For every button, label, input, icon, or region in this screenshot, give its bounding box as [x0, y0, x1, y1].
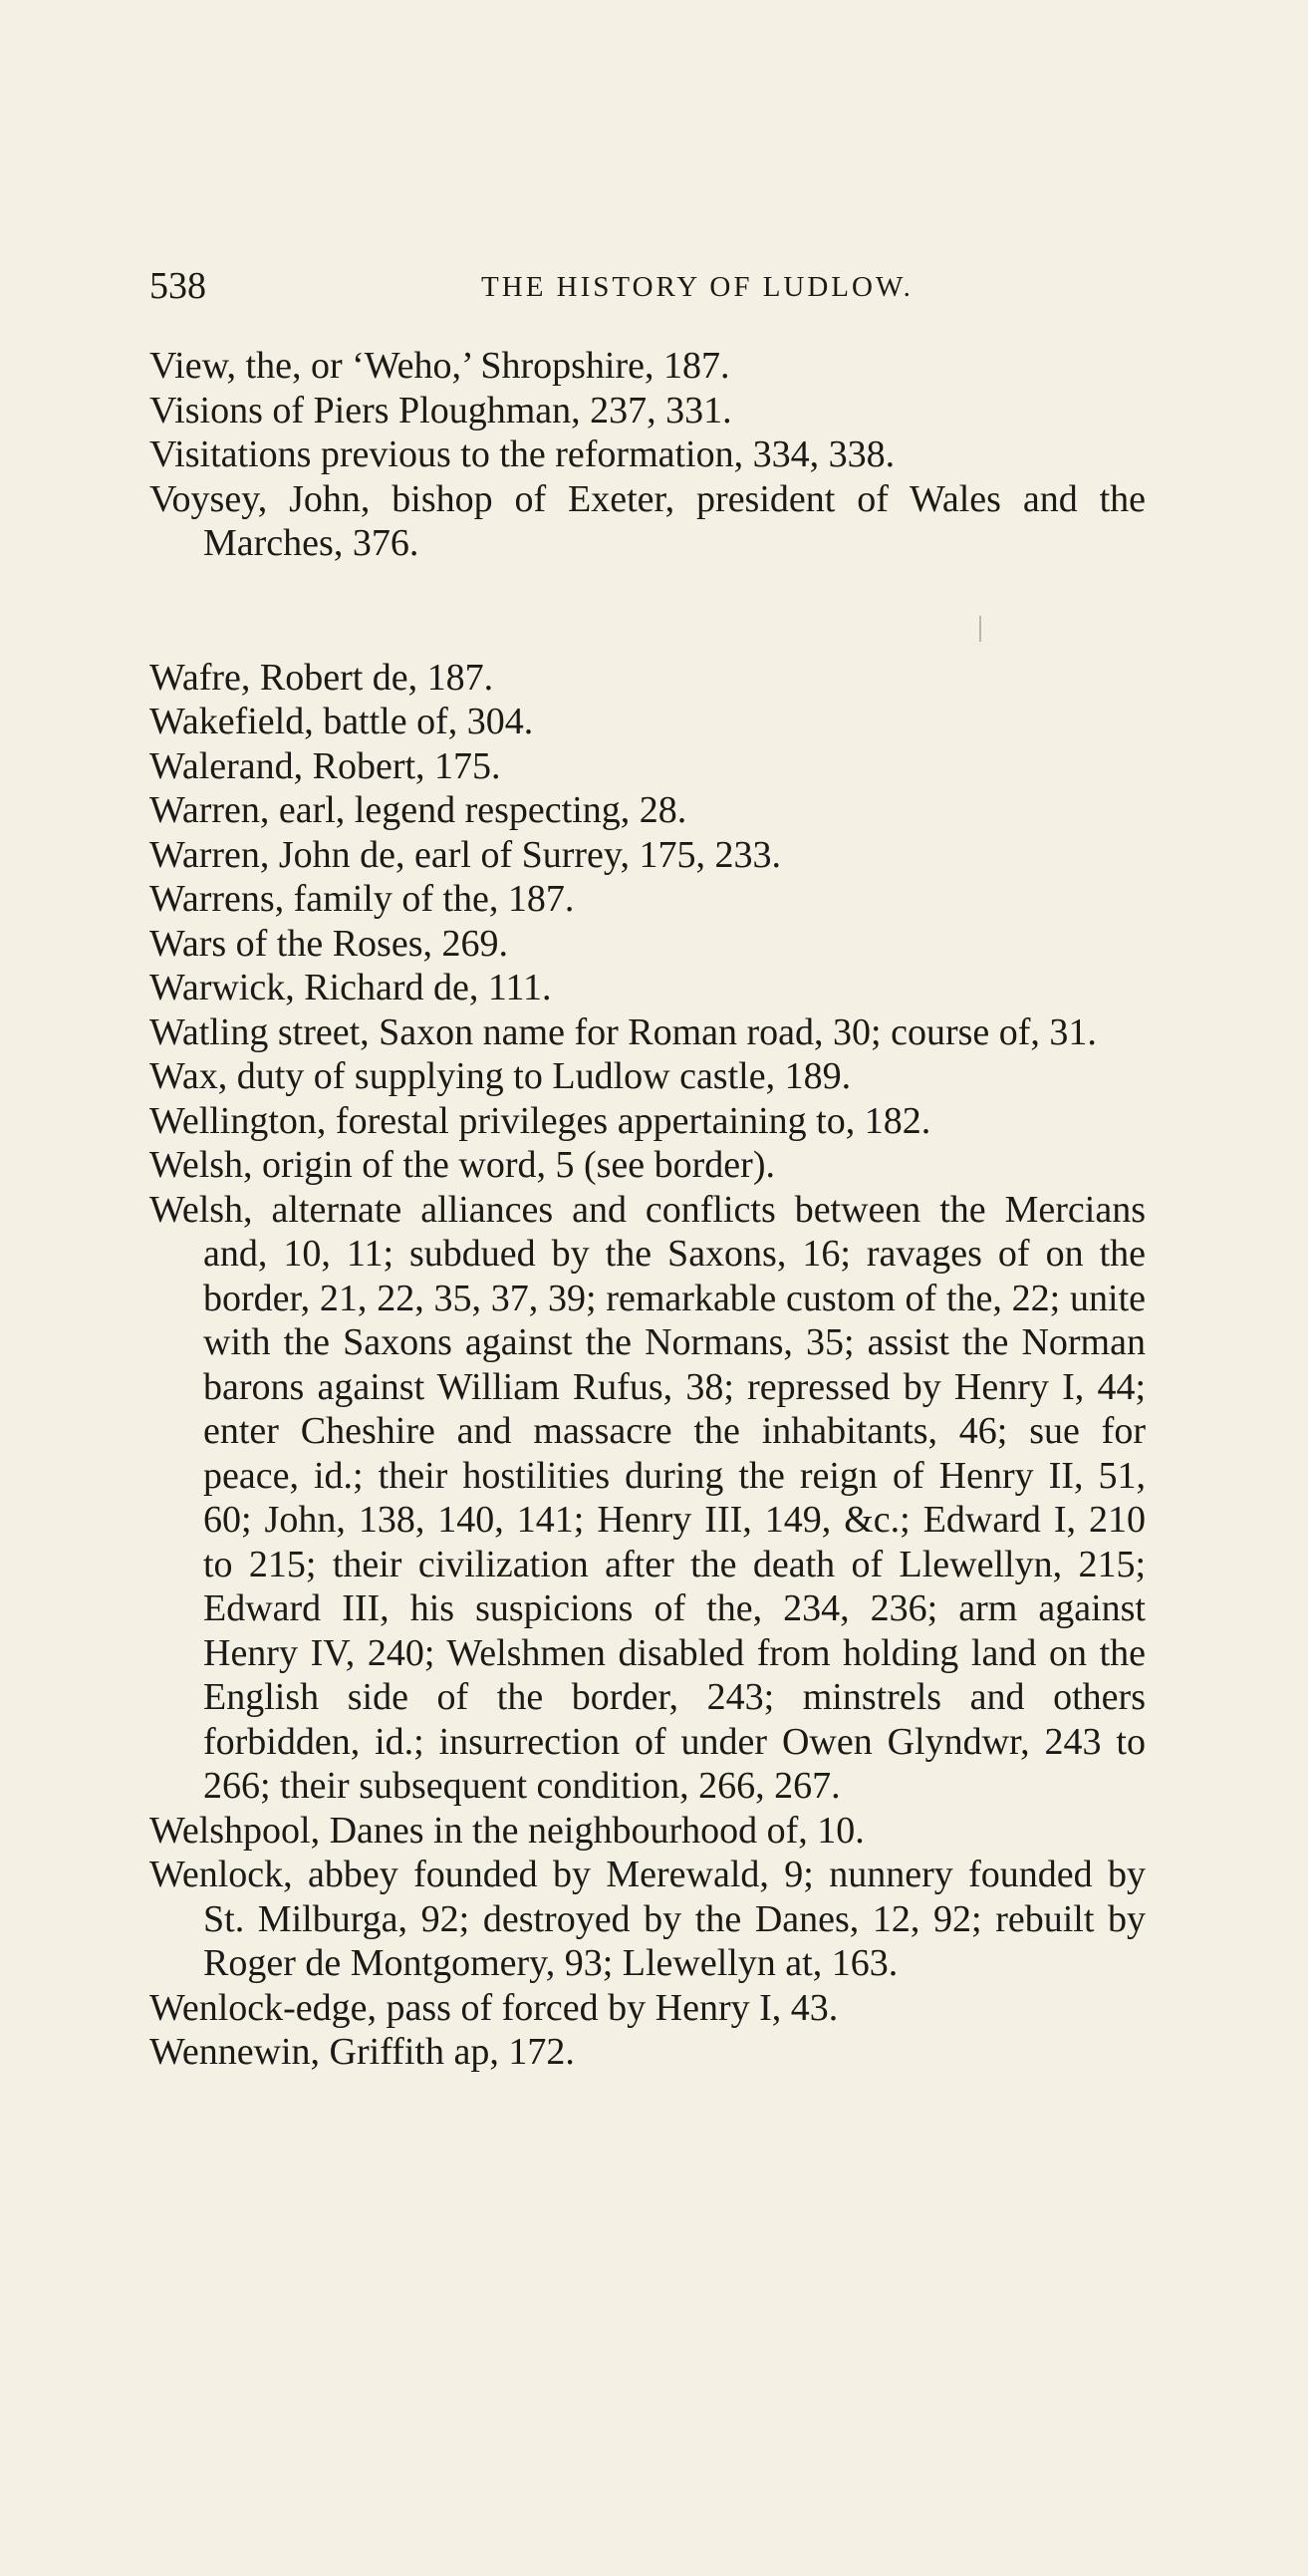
index-entry: Watling street, Saxon name for Roman road, 30; course of, 31.: [149, 1010, 1097, 1053]
index-entry: Wafre, Robert de, 187.: [149, 656, 494, 699]
index-entry: Welsh, origin of the word, 5 (see border).: [149, 1144, 775, 1186]
index-entry: Warren, John de, earl of Surrey, 175, 233.: [149, 833, 781, 876]
index-entry: View, the, or ‘Weho,’ Shropshire, 187.: [149, 345, 730, 387]
index-entry: Voysey, John, bishop of Exeter, president of Wales and the Marches, 376.: [149, 477, 1146, 564]
index-entry: Wenlock, abbey founded by Merewald, 9; nunnery founded by St. Milburga, 92; destroyed by the Danes, 12, 92; rebuilt by Roger de Montgomery, 93; Llewellyn at, 163.: [149, 1854, 1146, 1984]
index-entry: Visitations previous to the reformation, 334, 338.: [149, 433, 896, 475]
paper-speck: [979, 616, 981, 642]
index-entry: Welshpool, Danes in the neighbourhood of, 10.: [149, 1809, 865, 1852]
index-entry: Wellington, forestal privileges appertaining to, 182.: [149, 1099, 931, 1142]
index-entry: Warren, earl, legend respecting, 28.: [149, 789, 687, 831]
running-title: THE HISTORY OF LUDLOW.: [481, 271, 914, 303]
page-number: 538: [149, 265, 206, 307]
index-entry: Wenlock-edge, pass of forced by Henry I, 43.: [149, 1986, 839, 2029]
index-entry: Wax, duty of supplying to Ludlow castle, 189.: [149, 1055, 852, 1097]
group-divider-space: [149, 566, 1146, 656]
index-entry: Wakefield, battle of, 304.: [149, 701, 534, 742]
index-group-v: [149, 344, 1146, 566]
page-header: [149, 261, 1146, 311]
index-entry: Wennewin, Griffith ap, 172.: [149, 2031, 575, 2073]
index-entry: Visions of Piers Ploughman, 237, 331.: [149, 389, 732, 431]
index-entries: [149, 344, 1146, 2075]
index-entry: Welsh, alternate alliances and conflicts between the Mercians and, 10, 11; subdued by the Saxons, 16; ravages of on the border, 21, 22, 35, 37, 39; remarkable custom of the, 22; unite with the Saxons against the Normans, 35; assist the Norman barons against William Rufus, 38; repressed by Henry I, 44; enter Cheshire and massacre the inhabitants, 46; sue for peace, id.; their hostilities during the reign of Henry II, 51, 60; John, 138, 140, 141; Henry III, 149, &c.; Edward I, 210 to 215; their civilization after the death of Llewellyn, 215; Edward III, his suspicions of the, 234, 236; arm against Henry IV, 240; Welshmen disabled from holding land on the English side of the border, 243; minstrels and others forbidden, id.; insurrection of under Owen Glyndwr, 243 to 266; their subsequent condition, 266, 267.: [149, 1188, 1146, 1807]
index-entry: Warwick, Richard de, 111.: [149, 967, 552, 1008]
index-entry: Walerand, Robert, 175.: [149, 744, 501, 787]
index-entry: Warrens, family of the, 187.: [149, 878, 575, 920]
index-entry: Wars of the Roses, 269.: [149, 922, 508, 965]
index-group-w: [149, 656, 1146, 2075]
